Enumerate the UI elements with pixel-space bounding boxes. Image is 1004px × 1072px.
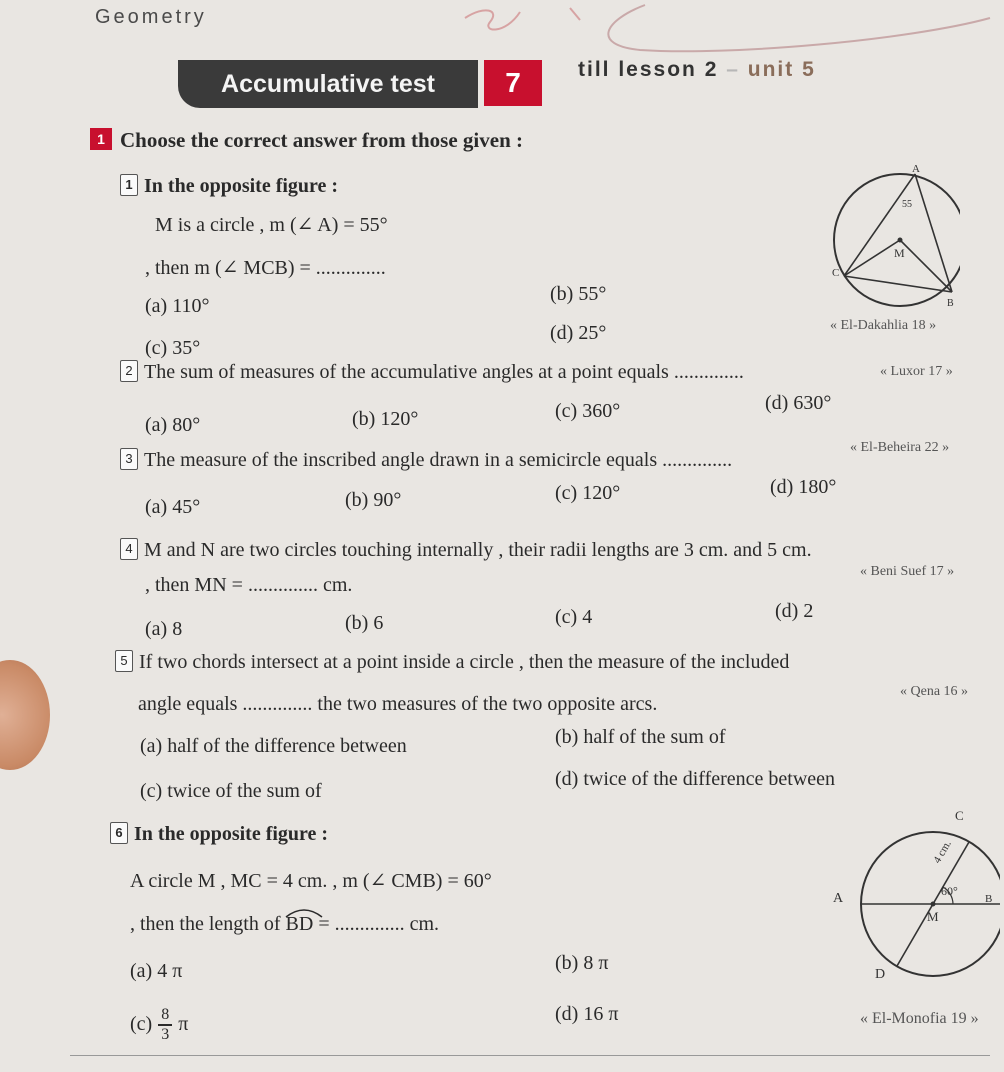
q6-option-d[interactable]: (d) 16 π — [555, 1003, 619, 1025]
q6-fraction-numerator: 8 — [161, 1006, 170, 1023]
q1-line-2: M is a circle , m (∠ A) = 55° — [155, 214, 388, 236]
q1-line-3: , then m (∠ MCB) = .............. — [145, 257, 386, 279]
q2-text: The sum of measures of the accumulative angles at a point equals .............. — [144, 361, 744, 383]
q6-line-2: A circle M , MC = 4 cm. , m (∠ CMB) = 60° — [130, 870, 492, 892]
q2-option-a[interactable]: (a) 80° — [145, 414, 201, 436]
q4-number-badge: 4 — [120, 538, 138, 560]
q3-line-1 — [120, 448, 732, 472]
q3-option-a[interactable]: (a) 45° — [145, 496, 201, 518]
q6-option-c-letter: (c) — [130, 1013, 153, 1036]
section-heading: Choose the correct answer from those given : — [120, 128, 523, 152]
bottom-divider — [70, 1055, 990, 1056]
q4-source: « Beni Suef 17 » — [860, 564, 955, 579]
q1-source: « El-Dakahlia 18 » — [830, 318, 937, 333]
q4-option-c[interactable]: (c) 4 — [555, 606, 593, 628]
q5-option-c[interactable]: (c) twice of the sum of — [140, 780, 322, 802]
q3-option-d[interactable]: (d) 180° — [770, 476, 837, 498]
q6-suffix: = .............. cm. — [318, 913, 440, 935]
q6-source: « El-Monofia 19 » — [860, 1010, 979, 1027]
q5-line-2: angle equals .............. the two measures of the two opposite arcs. — [138, 693, 658, 715]
q1-option-b[interactable]: (b) 55° — [550, 283, 607, 305]
q5-option-d[interactable]: (d) twice of the difference between — [555, 768, 836, 790]
q5-source: « Qena 16 » — [900, 684, 969, 699]
unit-label: unit 5 — [747, 58, 816, 81]
q3-number-badge: 3 — [120, 448, 138, 470]
q5-number-badge: 5 — [115, 650, 133, 672]
q6-label-m: M — [927, 909, 939, 924]
q6-number-badge: 6 — [110, 822, 128, 844]
q2-number-badge: 2 — [120, 360, 138, 382]
q1-option-d[interactable]: (d) 25° — [550, 322, 607, 344]
q5-line-1 — [115, 650, 789, 674]
q6-line-1: In the opposite figure : — [134, 823, 329, 845]
pen-scribble — [430, 0, 1004, 60]
q2-option-d[interactable]: (d) 630° — [765, 392, 832, 414]
q6-arc-bd — [286, 913, 314, 936]
q5-option-b[interactable]: (b) half of the sum of — [555, 726, 726, 748]
q6-option-c[interactable] — [130, 1006, 188, 1044]
q1-option-c[interactable]: (c) 35° — [145, 337, 201, 359]
q4-line-1 — [120, 538, 812, 562]
q6-label-a: A — [833, 891, 844, 906]
q6-option-a[interactable]: (a) 4 π — [130, 960, 183, 982]
q6-fraction — [158, 1006, 172, 1044]
q4-option-b[interactable]: (b) 6 — [345, 612, 384, 634]
q1-label-c: C — [832, 267, 840, 279]
q1-label-m: M — [894, 246, 905, 260]
q2-option-b[interactable]: (b) 120° — [352, 408, 419, 430]
q1-label-b: B — [947, 298, 954, 309]
thumb-finger — [0, 660, 50, 770]
lesson-info — [578, 58, 816, 82]
q6-label-c: C — [955, 808, 964, 823]
q6-label-d: D — [875, 967, 886, 982]
q1-label-a: A — [912, 163, 920, 175]
q1-number-badge: 1 — [120, 174, 138, 196]
q4-option-d[interactable]: (d) 2 — [775, 600, 814, 622]
q2-source: « Luxor 17 » — [880, 364, 953, 379]
lesson-label: till lesson 2 — [578, 58, 719, 81]
q6-label-60: 60° — [941, 884, 958, 898]
q5-option-a[interactable]: (a) half of the difference between — [140, 735, 407, 757]
q3-text: The measure of the inscribed angle drawn in a semicircle equals .............. — [144, 449, 733, 471]
q2-line-1 — [120, 360, 744, 384]
lesson-separator: – — [726, 58, 740, 81]
q2-option-c[interactable]: (c) 360° — [555, 400, 621, 422]
q6-title — [110, 822, 328, 846]
q4-text: M and N are two circles touching internally , their radii lengths are 3 cm. and 5 cm. — [144, 539, 812, 561]
q3-option-b[interactable]: (b) 90° — [345, 489, 402, 511]
q4-option-a[interactable]: (a) 8 — [145, 618, 183, 640]
q6-circle-figure — [815, 800, 1000, 985]
q5-text-1: If two chords intersect at a point inside a circle , then the measure of the included — [139, 651, 790, 673]
q6-line-3 — [130, 913, 439, 936]
q6-option-b[interactable]: (b) 8 π — [555, 952, 609, 974]
q1-title — [120, 174, 338, 198]
test-number: 7 — [484, 60, 542, 106]
test-title-banner: Accumulative test — [178, 60, 478, 108]
q6-arc-label: BD — [285, 913, 314, 935]
q1-line-1: In the opposite figure : — [144, 175, 339, 197]
section-number-badge: 1 — [90, 128, 112, 150]
q6-option-c-pi: π — [178, 1013, 189, 1036]
q1-circle-figure — [820, 160, 960, 310]
q1-label-55: 55 — [902, 199, 912, 210]
q6-label-b: B — [985, 893, 993, 905]
q3-source: « El-Beheira 22 » — [850, 440, 950, 455]
subject-header: Geometry — [95, 6, 207, 28]
q6-prefix: , then the length of — [130, 913, 281, 935]
q6-fraction-denominator: 3 — [161, 1025, 170, 1043]
q3-option-c[interactable]: (c) 120° — [555, 482, 621, 504]
q6-label-4cm: 4 cm. — [931, 838, 954, 866]
q4-line-2: , then MN = .............. cm. — [145, 574, 353, 596]
arc-symbol-icon — [284, 907, 324, 919]
q1-option-a[interactable]: (a) 110° — [145, 295, 210, 317]
